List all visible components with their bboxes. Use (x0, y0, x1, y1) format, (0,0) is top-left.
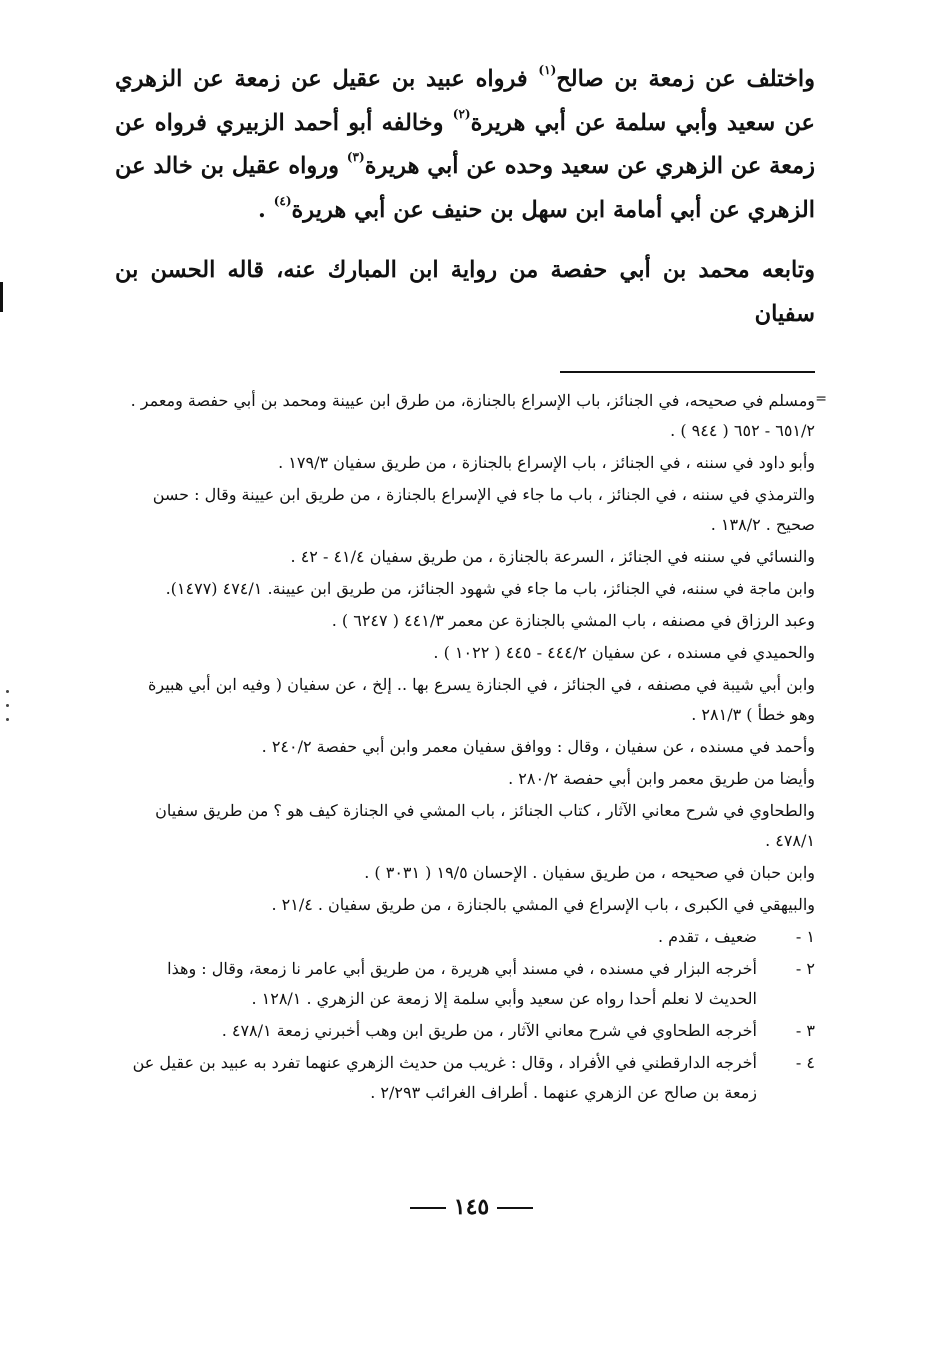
main-text-segment: وخالفه أبو أحمد الزبيري فرواه عن زمعة عن الزهري عن سعيد وحده عن أبي هريرة (115, 109, 816, 179)
scan-edge-mark (0, 282, 3, 312)
footnote-continued-line-12: والبيهقي في الكبرى ، باب الإسراع في المشي بالجنازة ، من طريق سفيان . ٢١/٤ . (271, 895, 815, 914)
main-text-segment: . (258, 196, 274, 223)
footnote-continued-line-4: وابن ماجة في سننه، في الجنائز، باب ما جاء في شهود الجنائز، من طريق ابن عيينة. ٤٧٤/١ (١٤٧٧). (165, 579, 815, 598)
footnote-ref-4[interactable]: (٤) (273, 193, 292, 208)
page-number-dash-right (497, 1207, 533, 1209)
footnote-continued-line-9: وأيضا من طريق معمر وابن أبي حفصة ٢٨٠/٢ . (508, 769, 815, 788)
footnotes-section (121, 386, 815, 1110)
footnote-continued-line-2: والترمذي في سننه ، في الجنائز ، باب ما جاء في الإسراع بالجنازة ، من طريق ابن عيينة وقال : حسن صحيح . ١٣٨/٢ . (152, 485, 815, 534)
main-paragraph-1 (115, 58, 815, 232)
footnote-2 (121, 954, 815, 1014)
page-number-dash-left (410, 1207, 446, 1209)
footnote-ref-2[interactable]: (٢) (452, 106, 471, 121)
main-text-segment: فرواه عبيد بن عقيل عن زمعة عن الزهري عن سعيد وأبي سلمة عن أبي هريرة (115, 66, 815, 136)
footnote-continued-line-6: والحميدي في مسنده ، عن سفيان ٤٤٤/٢ - ٤٤٥ ( ١٠٢٢ ) . (433, 643, 815, 662)
page-number (0, 1192, 943, 1222)
footnote-continuation-mark: = (815, 391, 827, 407)
footnote-continued-line-8: وأحمد في مسنده ، عن سفيان ، وقال : ووافق سفيان معمر وابن أبي حفصة ٢٤٠/٢ . (261, 737, 815, 756)
footnote-number: ٣ - (795, 1021, 815, 1040)
main-text-segment: ورواه عقيل بن خالد عن الزهري عن أبي أمامة ابن سهل بن حنيف عن أبي هريرة (115, 153, 815, 223)
footnote-number: ٢ - (795, 959, 815, 978)
footnote-1 (121, 922, 815, 952)
footnote-continued-line-1: وأبو داود في سننه ، في الجنائز ، باب الإسراع بالجنازة ، من طريق سفيان ١٧٩/٣ . (278, 453, 815, 472)
scan-speck (6, 718, 9, 721)
main-paragraph-2: وتابعه محمد بن أبي حفصة من رواية ابن المبارك عنه، قاله الحسن بن سفيان (115, 257, 815, 327)
footnote-ref-1[interactable]: (١) (538, 63, 557, 77)
scan-speck (6, 690, 9, 693)
footnote-continued-line-11: وابن حبان في صحيحه ، من طريق سفيان . الإحسان ١٩/٥ ( ٣٠٣١ ) . (364, 863, 815, 882)
scan-speck (6, 704, 9, 707)
footnote-text: أخرجه الطحاوي في شرح معاني الآثار ، من طريق ابن وهب أخبرني زمعة ٤٧٨/١ . (221, 1021, 757, 1040)
footnote-continued-line-7: وابن أبي شيبة في مصنفه ، في الجنائز ، في الجنازة يسرع بها .. إلخ ، عن سفيان ( وفيه ابن أبي هبيرة وهو خطأ ) ٢٨١/٣ . (148, 675, 815, 724)
footnote-ref-3[interactable]: (٣) (346, 150, 365, 164)
footnote-divider (560, 371, 815, 373)
footnote-text: أخرجه البزار في مسنده ، في مسند أبي هريرة ، من طريق أبي عامر نا زمعة، وقال : وهذا الحديث لا نعلم أحدا رواه عن سعيد وأبي سلمة إلا زمعة عن الزهري . ١٢٨/١ . (167, 959, 757, 1008)
footnote-3 (121, 1016, 815, 1046)
footnote-continued-line-0: ومسلم في صحيحه، في الجنائز، باب الإسراع بالجنازة، من طرق ابن عيينة ومحمد بن أبي حفصة ومعمر . ٦٥١/٢ - ٦٥٢ ( ٩٤٤ ) . (130, 391, 815, 440)
footnote-4 (121, 1048, 815, 1108)
main-text-body (115, 58, 815, 336)
main-text-segment: واختلف عن زمعة بن صالح (556, 66, 815, 92)
page-number-value: ١٤٥ (453, 1194, 490, 1220)
footnote-continued-line-10: والطحاوي في شرح معاني الآثار ، كتاب الجنائز ، باب المشي في الجنازة كيف هو ؟ من طريق سفيان ٤٧٨/١ . (155, 801, 815, 850)
footnote-number: ٤ - (795, 1053, 815, 1072)
footnote-continued-line-3: والنسائي في سننه في الجنائز ، السرعة بالجنازة ، من طريق سفيان ٤١/٤ - ٤٢ . (290, 547, 815, 566)
footnote-text: ضعيف ، تقدم . (657, 927, 757, 946)
footnote-continued-line-5: وعبد الرزاق في مصنفه ، باب المشي بالجنازة عن معمر ٤٤١/٣ ( ٦٢٤٧ ) . (331, 611, 815, 630)
footnote-text: أخرجه الدارقطني في الأفراد ، وقال : غريب من حديث الزهري عنهما تفرد به عبيد بن عقيل عن زمعة بن صالح عن الزهري عنهما . أطراف الغرائب ٢/٢٩٣ . (132, 1053, 757, 1102)
footnote-number: ١ - (795, 927, 815, 946)
